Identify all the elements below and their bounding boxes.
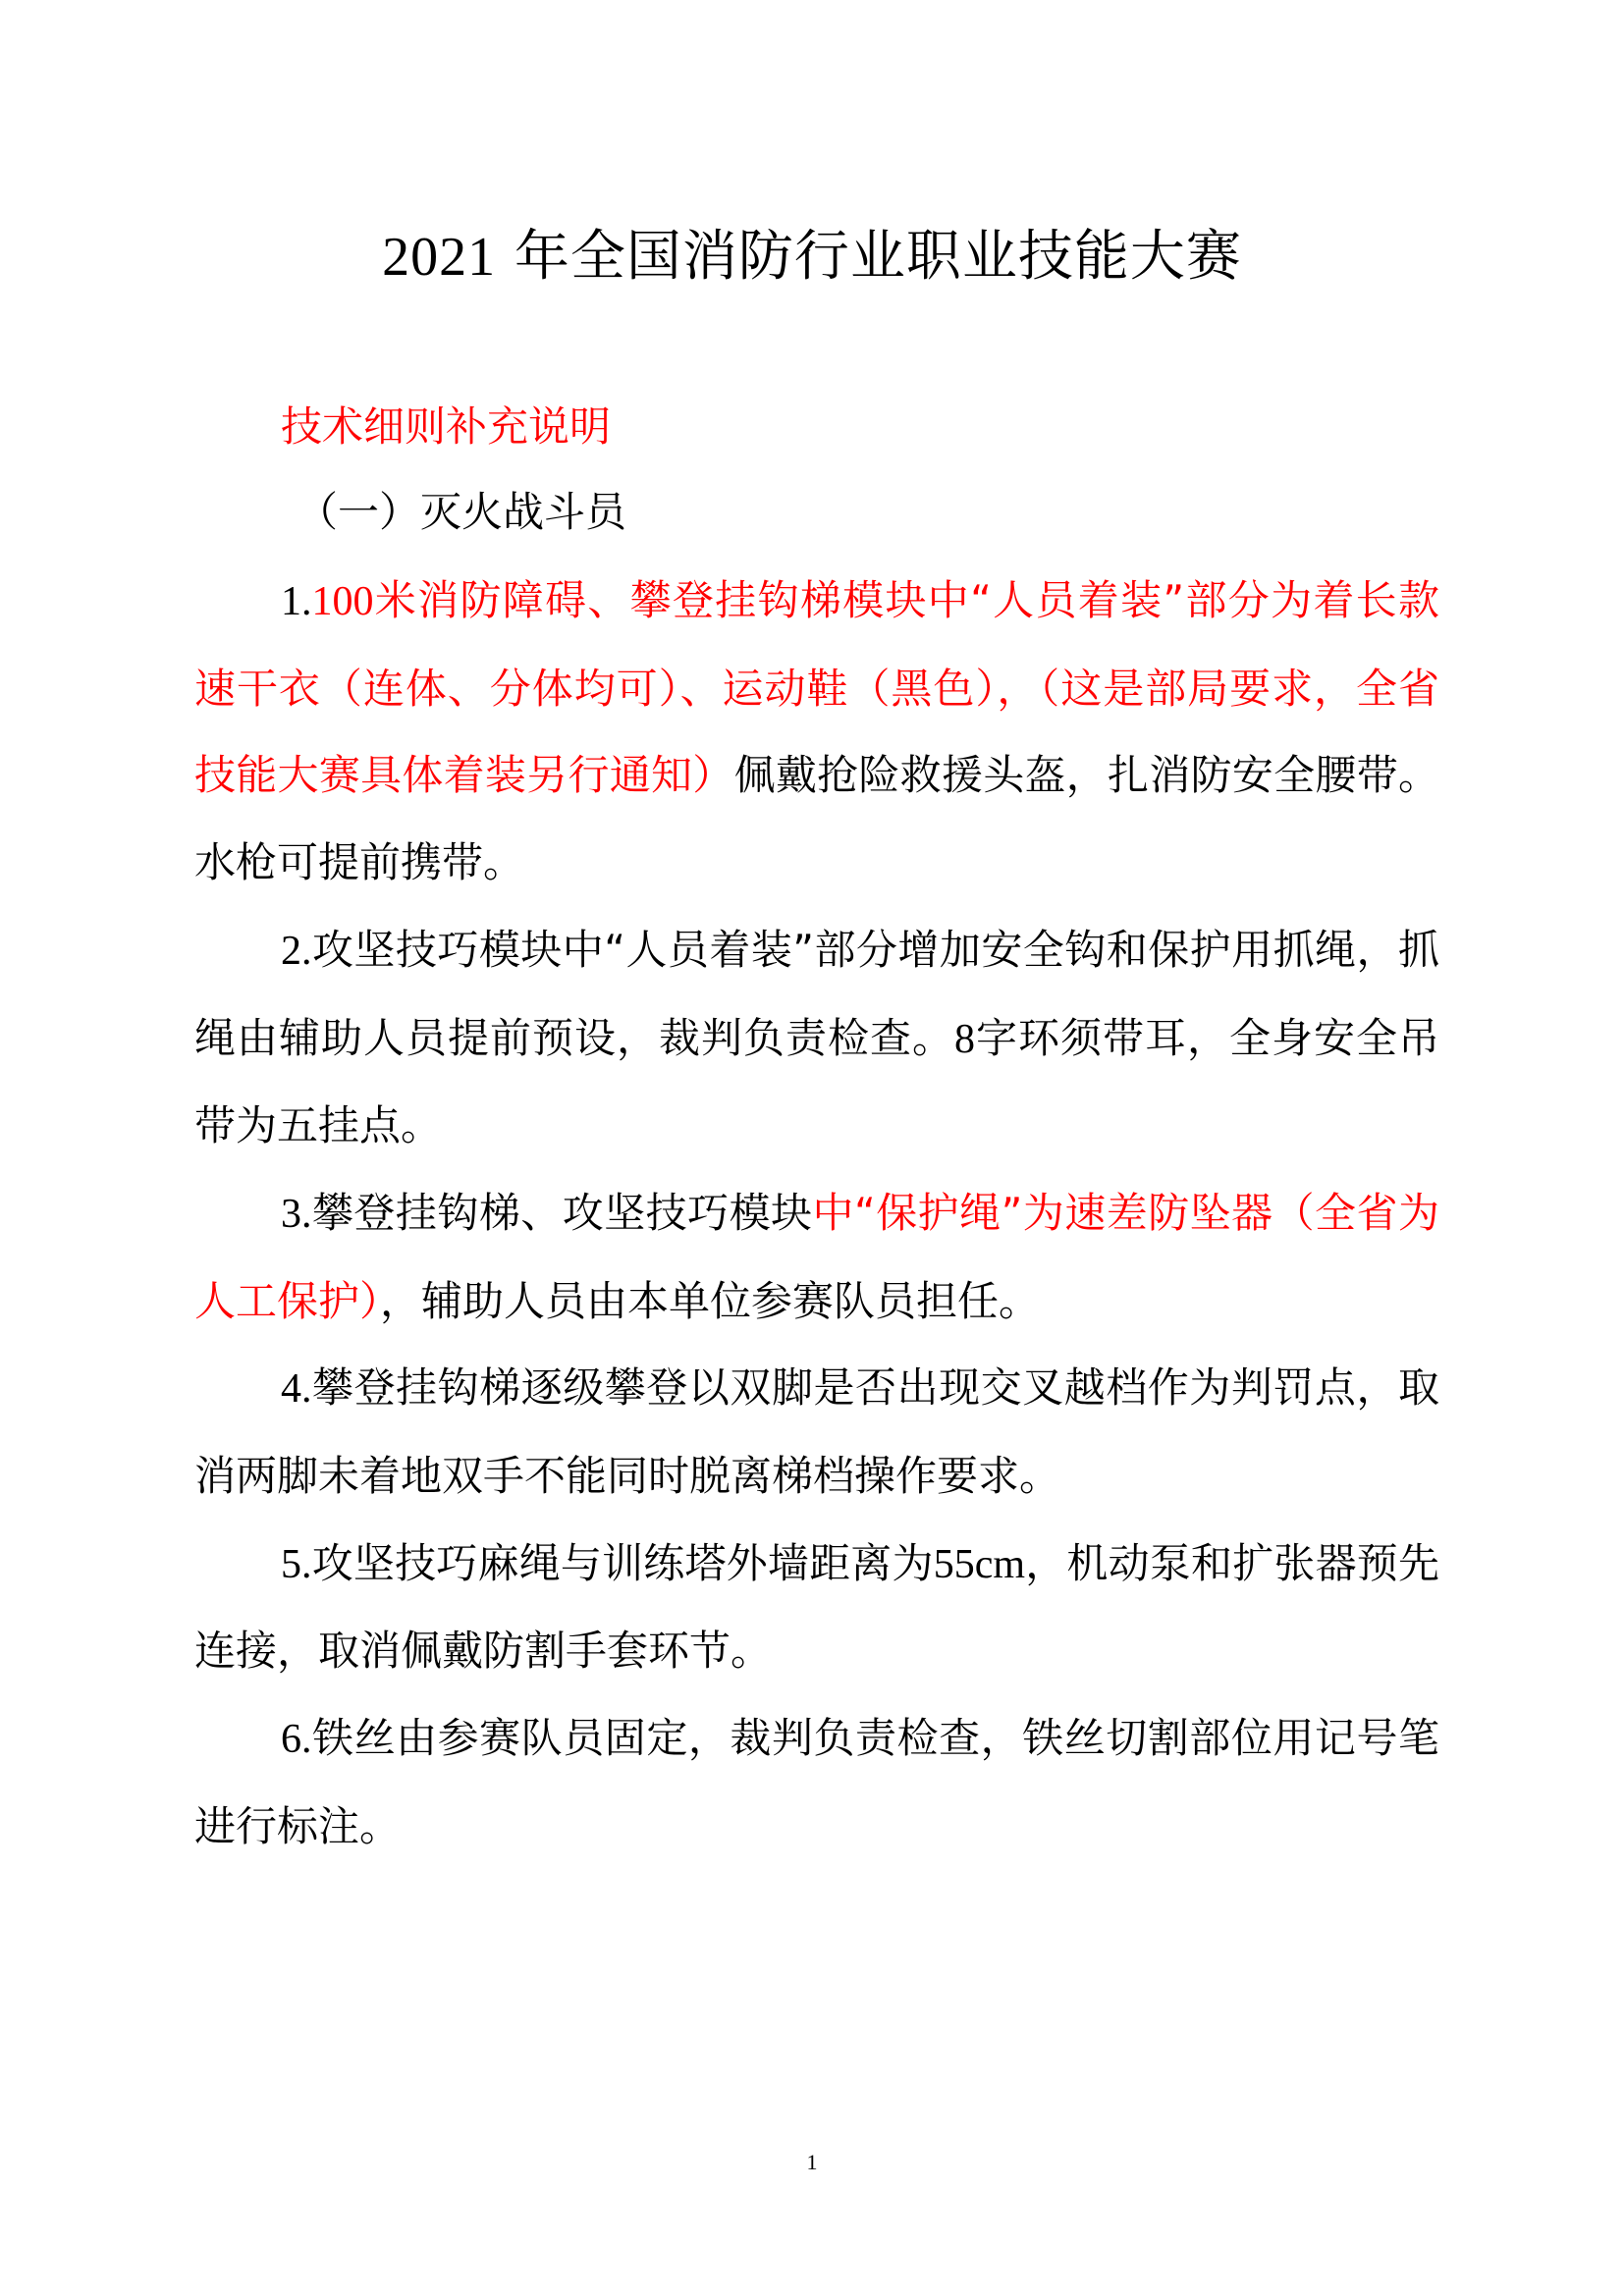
item-number: 4. (281, 1366, 312, 1413)
paragraph-4 (194, 1345, 1439, 1520)
paragraph-3 (194, 1170, 1439, 1345)
item-segment: 攀登挂钩梯、攻坚技巧模块 (311, 1188, 813, 1237)
item-segment: 字环须带耳，全身安全吊带为五挂点。 (194, 1013, 1439, 1150)
item-segment: 中“保护绳”为速差防坠器（全省为人工保护） (194, 1188, 1439, 1325)
item-number: 6. (281, 1717, 312, 1763)
item-segment: 铁丝由参赛队员固定，裁判负责检查，铁丝切割部位用记号笔进行标注。 (194, 1714, 1439, 1850)
item-number: 1. (281, 579, 312, 624)
item-number: 2. (281, 928, 312, 974)
item-segment: 100 (311, 579, 374, 624)
item-segment: 佩戴抢险救援头盔，扎消防安全腰带。水枪可提前携带。 (194, 751, 1439, 887)
item-segment: 米消防障碍、攀登挂钩梯模块中“人员着装”部分为着长款速干衣（连体、分体均可）、运动鞋（黑色），（这是部局要求，全省技能大赛具体着装另行通知） (194, 576, 1439, 800)
item-segment: 攀登挂钩梯逐级攀登以双脚是否出现交叉越档作为判罚点，取消两脚未着地双手不能同时脱离梯档操作要求。 (194, 1363, 1439, 1501)
section-heading: （一）灭火战斗员 (297, 488, 627, 536)
paragraph-2 (194, 907, 1439, 1170)
item-number: 5. (281, 1541, 312, 1587)
title-text: 年全国消防行业职业技能大赛 (514, 225, 1242, 289)
item-segment: ，辅助人员由本单位参赛队员担任。 (380, 1276, 1041, 1325)
item-number: 3. (281, 1191, 312, 1237)
subtitle: 技术细则补充说明 (281, 402, 612, 451)
item-segment: 55cm (933, 1541, 1025, 1587)
paragraph-1 (194, 558, 1439, 907)
item-segment: 攻坚技巧麻绳与训练塔外墙距离为 (311, 1538, 934, 1587)
item-segment: ，机动泵和扩张器预先连接，取消佩戴防割手套环节。 (194, 1538, 1439, 1676)
paragraph-6 (194, 1695, 1439, 1870)
page-number: 1 (806, 2150, 818, 2174)
paragraph-5 (194, 1521, 1439, 1695)
document-body (194, 558, 1439, 1871)
title-year: 2021 (382, 227, 497, 288)
item-segment: 攻坚技巧模块中“人员着装”部分增加安全钩和保护用抓绳，抓绳由辅助人员提前预设，裁判负责检查。 (194, 925, 1439, 1062)
item-segment: 8 (953, 1016, 975, 1062)
document-title (0, 218, 1624, 296)
